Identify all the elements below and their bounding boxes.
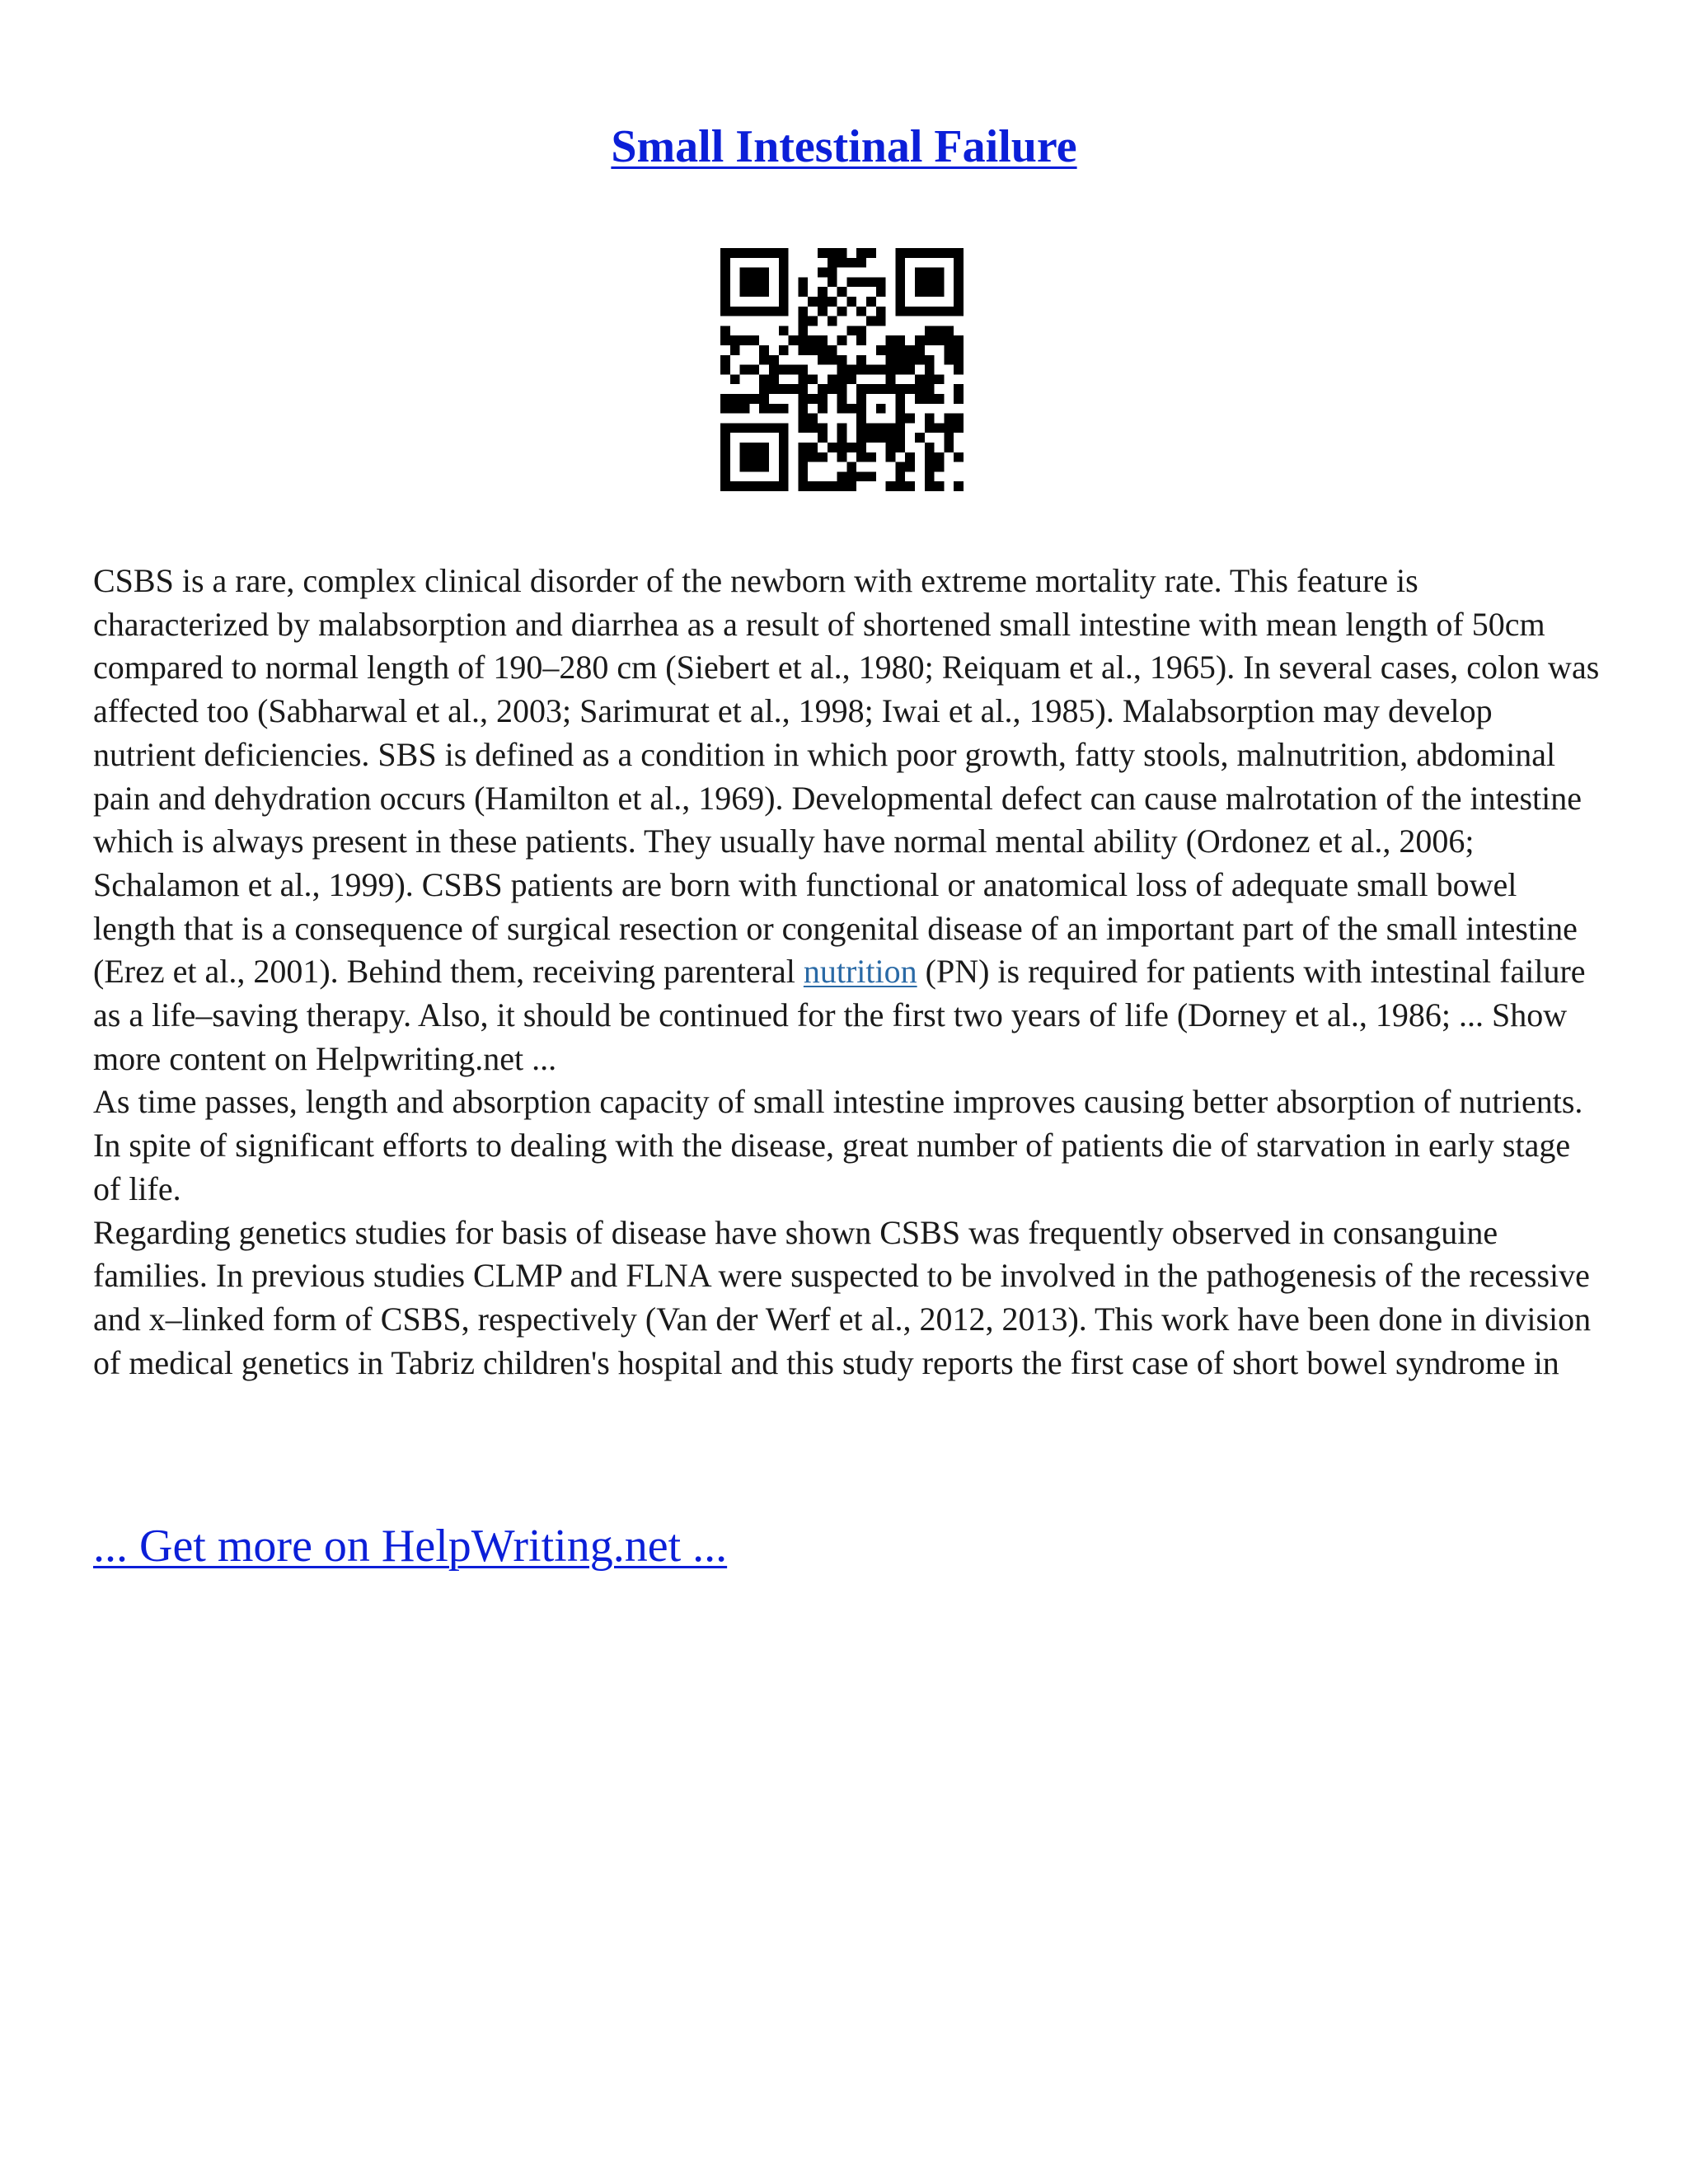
paragraph-1: [93, 560, 1601, 1080]
paragraph-2: As time passes, length and absorption capacity of small intestine improves causing better absorption of nutrients. In spite of significant efforts to dealing with the disease, great number of patients die of starvation in early stage of life.: [93, 1083, 1583, 1207]
page-title: [0, 114, 1688, 180]
title-link[interactable]: Small Intestinal Failure: [611, 121, 1077, 172]
paragraph-1-text-start: CSBS is a rare, complex clinical disorder of the newborn with extreme mortality rate. This feature is characterized by malabsorption and diarrhea as a result of shortened small intestine with mean length of 50cm compared to normal length of 190–280 cm (Siebert et al., 1980; Reiquam et al., 1965). In several cases, colon was affected too (Sabharwal et al., 2003; Sarimurat et al., 1998; Iwai et al., 1985). Malabsorption may develop nutrient deficiencies. SBS is defined as a condition in which poor growth, fatty stools, malnutrition, abdominal pain and dehydration occurs (Hamilton et al., 1969). Developmental defect can cause malrotation of the intestine which is always present in these patients. They usually have normal mental ability (Ordonez et al., 2006; Schalamon et al., 1999). CSBS patients are born with functional or anatomical loss of adequate small bowel length that is a consequence of surgical resection or congenital disease of an important part of the small intestine (Erez et al., 2001). Behind them, receiving parenteral: [93, 562, 1600, 991]
article-body: [93, 560, 1601, 1385]
get-more-link[interactable]: ... Get more on HelpWriting.net ...: [93, 1521, 728, 1572]
paragraph-3: Regarding genetics studies for basis of disease have shown CSBS was frequently observed in consanguine families. In previous studies CLMP and FLNA were suspected to be involved in the pathogenesis of the recessive and x–linked form of CSBS, respectively (Van der Werf et al., 2012, 2013). This work have been done in division of medical genetics in Tabriz children's hospital and this study reports the first case of short bowel syndrome in: [93, 1213, 1592, 1381]
paragraph-1-text-end: (PN) is required for patients with intestinal failure as a life–saving therapy. Also, it should be continued for the first two years of life (Dorney et al., 1986; ... Show more content on Helpwriting.net ...: [93, 953, 1586, 1077]
qr-code-icon: [720, 248, 964, 491]
nutrition-link[interactable]: nutrition: [803, 953, 917, 991]
